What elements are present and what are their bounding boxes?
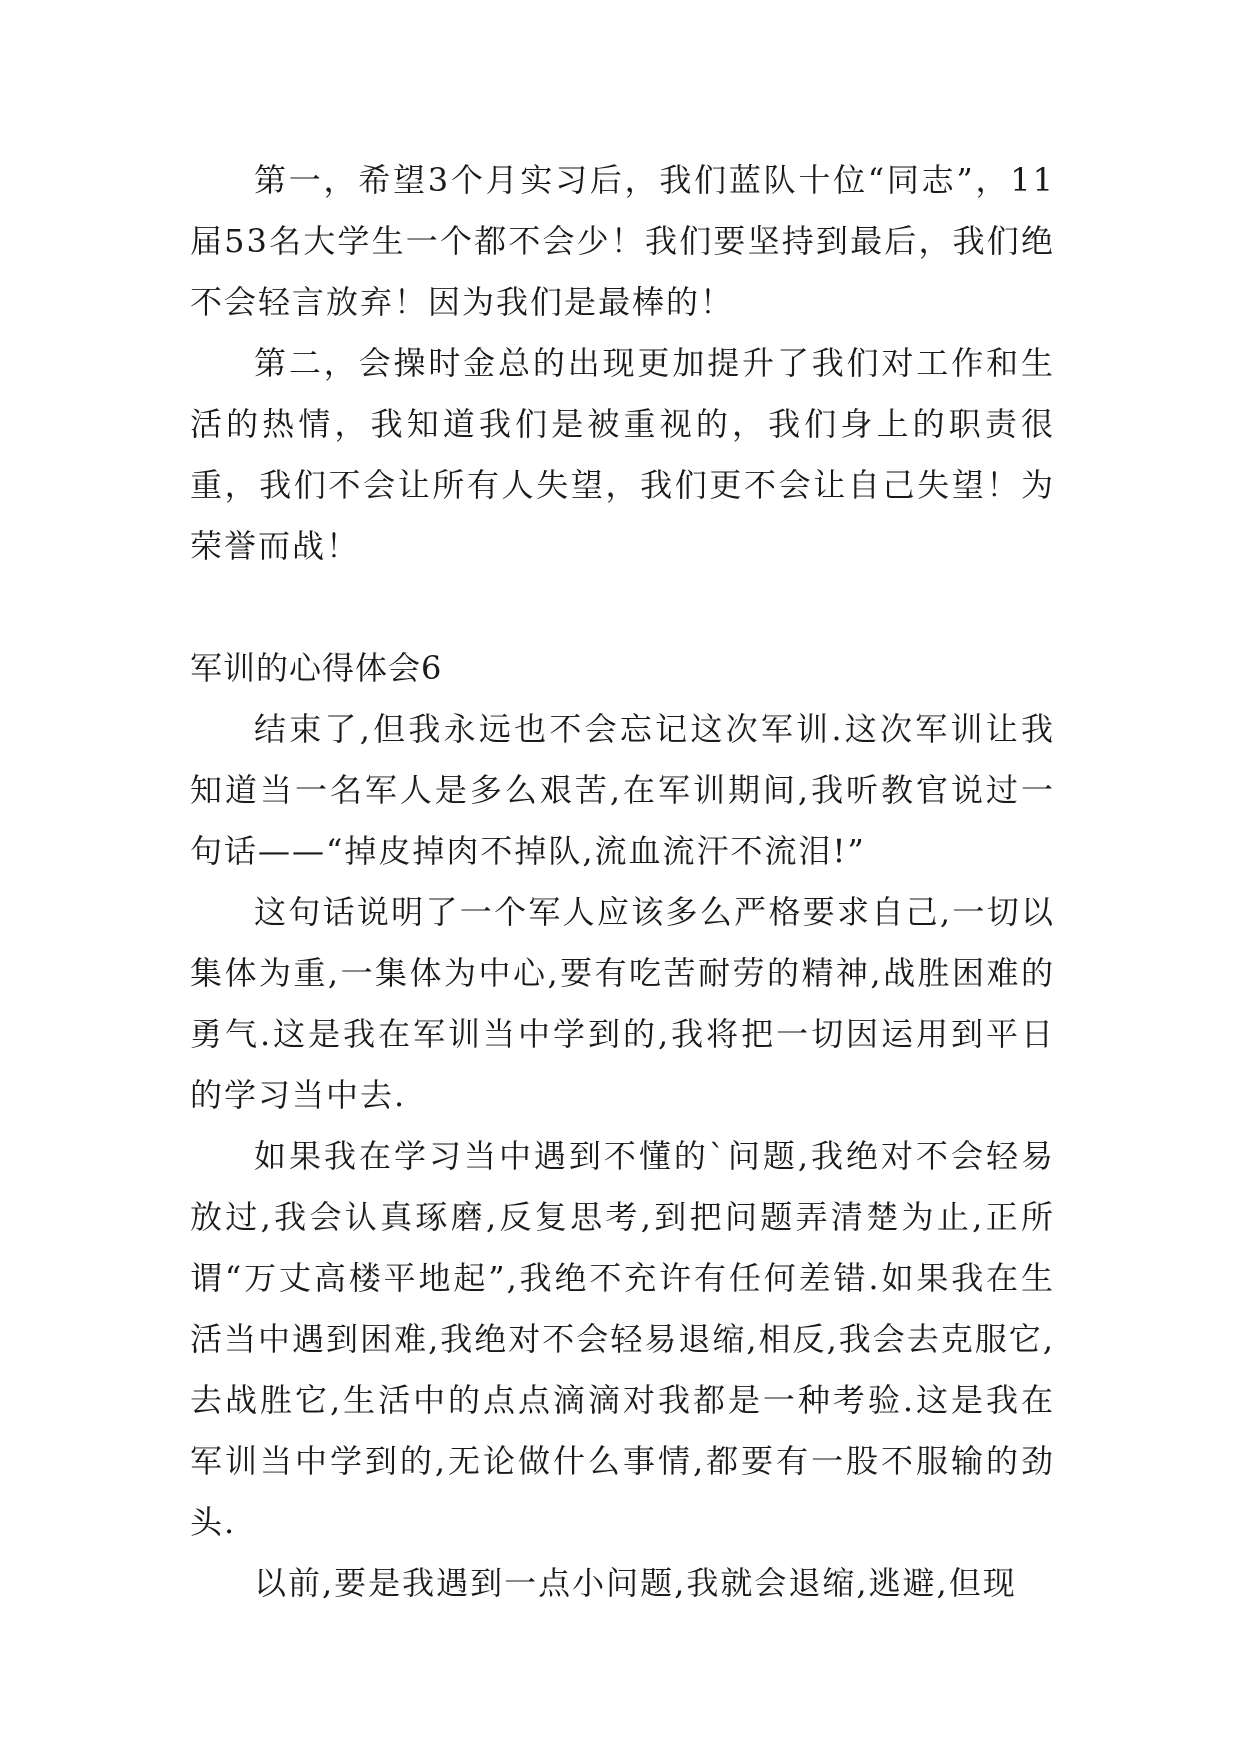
paragraph-1: 第一，希望3个月实习后，我们蓝队十位“同志”，11届53名大学生一个都不会少！我们要坚持到最后，我们绝不会轻言放弃！因为我们是最棒的！ xyxy=(190,161,1055,321)
paragraph-4: 这句话说明了一个军人应该多么严格要求自己,一切以集体为重,一集体为中心,要有吃苦耐劳的精神,战胜困难的勇气.这是我在军训当中学到的,我将把一切因运用到平日的学习当中去. xyxy=(190,893,1055,1114)
paragraph-5: 如果我在学习当中遇到不懂的`问题,我绝对不会轻易放过,我会认真琢磨,反复思考,到把问题弄清楚为止,正所谓“万丈高楼平地起”,我绝不充许有任何差错.如果我在生活当中遇到困难,我绝对不会轻易退缩,相反,我会去克服它,去战胜它,生活中的点点滴滴对我都是一种考验.这是我在军训当中学到的,无论做什么事情,都要有一股不服输的劲头. xyxy=(190,1137,1055,1541)
document-page xyxy=(190,150,1055,1614)
paragraph-6: 以前,要是我遇到一点小问题,我就会退缩,逃避,但现 xyxy=(254,1564,1017,1602)
paragraph-2: 第二，会操时金总的出现更加提升了我们对工作和生活的热情，我知道我们是被重视的，我们身上的职责很重，我们不会让所有人失望，我们更不会让自己失望！为荣誉而战！ xyxy=(190,344,1055,565)
paragraph-3: 结束了,但我永远也不会忘记这次军训.这次军训让我知道当一名军人是多么艰苦,在军训期间,我听教官说过一句话——“掉皮掉肉不掉队,流血流汗不流泪!” xyxy=(190,710,1055,870)
section-title: 军训的心得体会6 xyxy=(190,649,443,687)
